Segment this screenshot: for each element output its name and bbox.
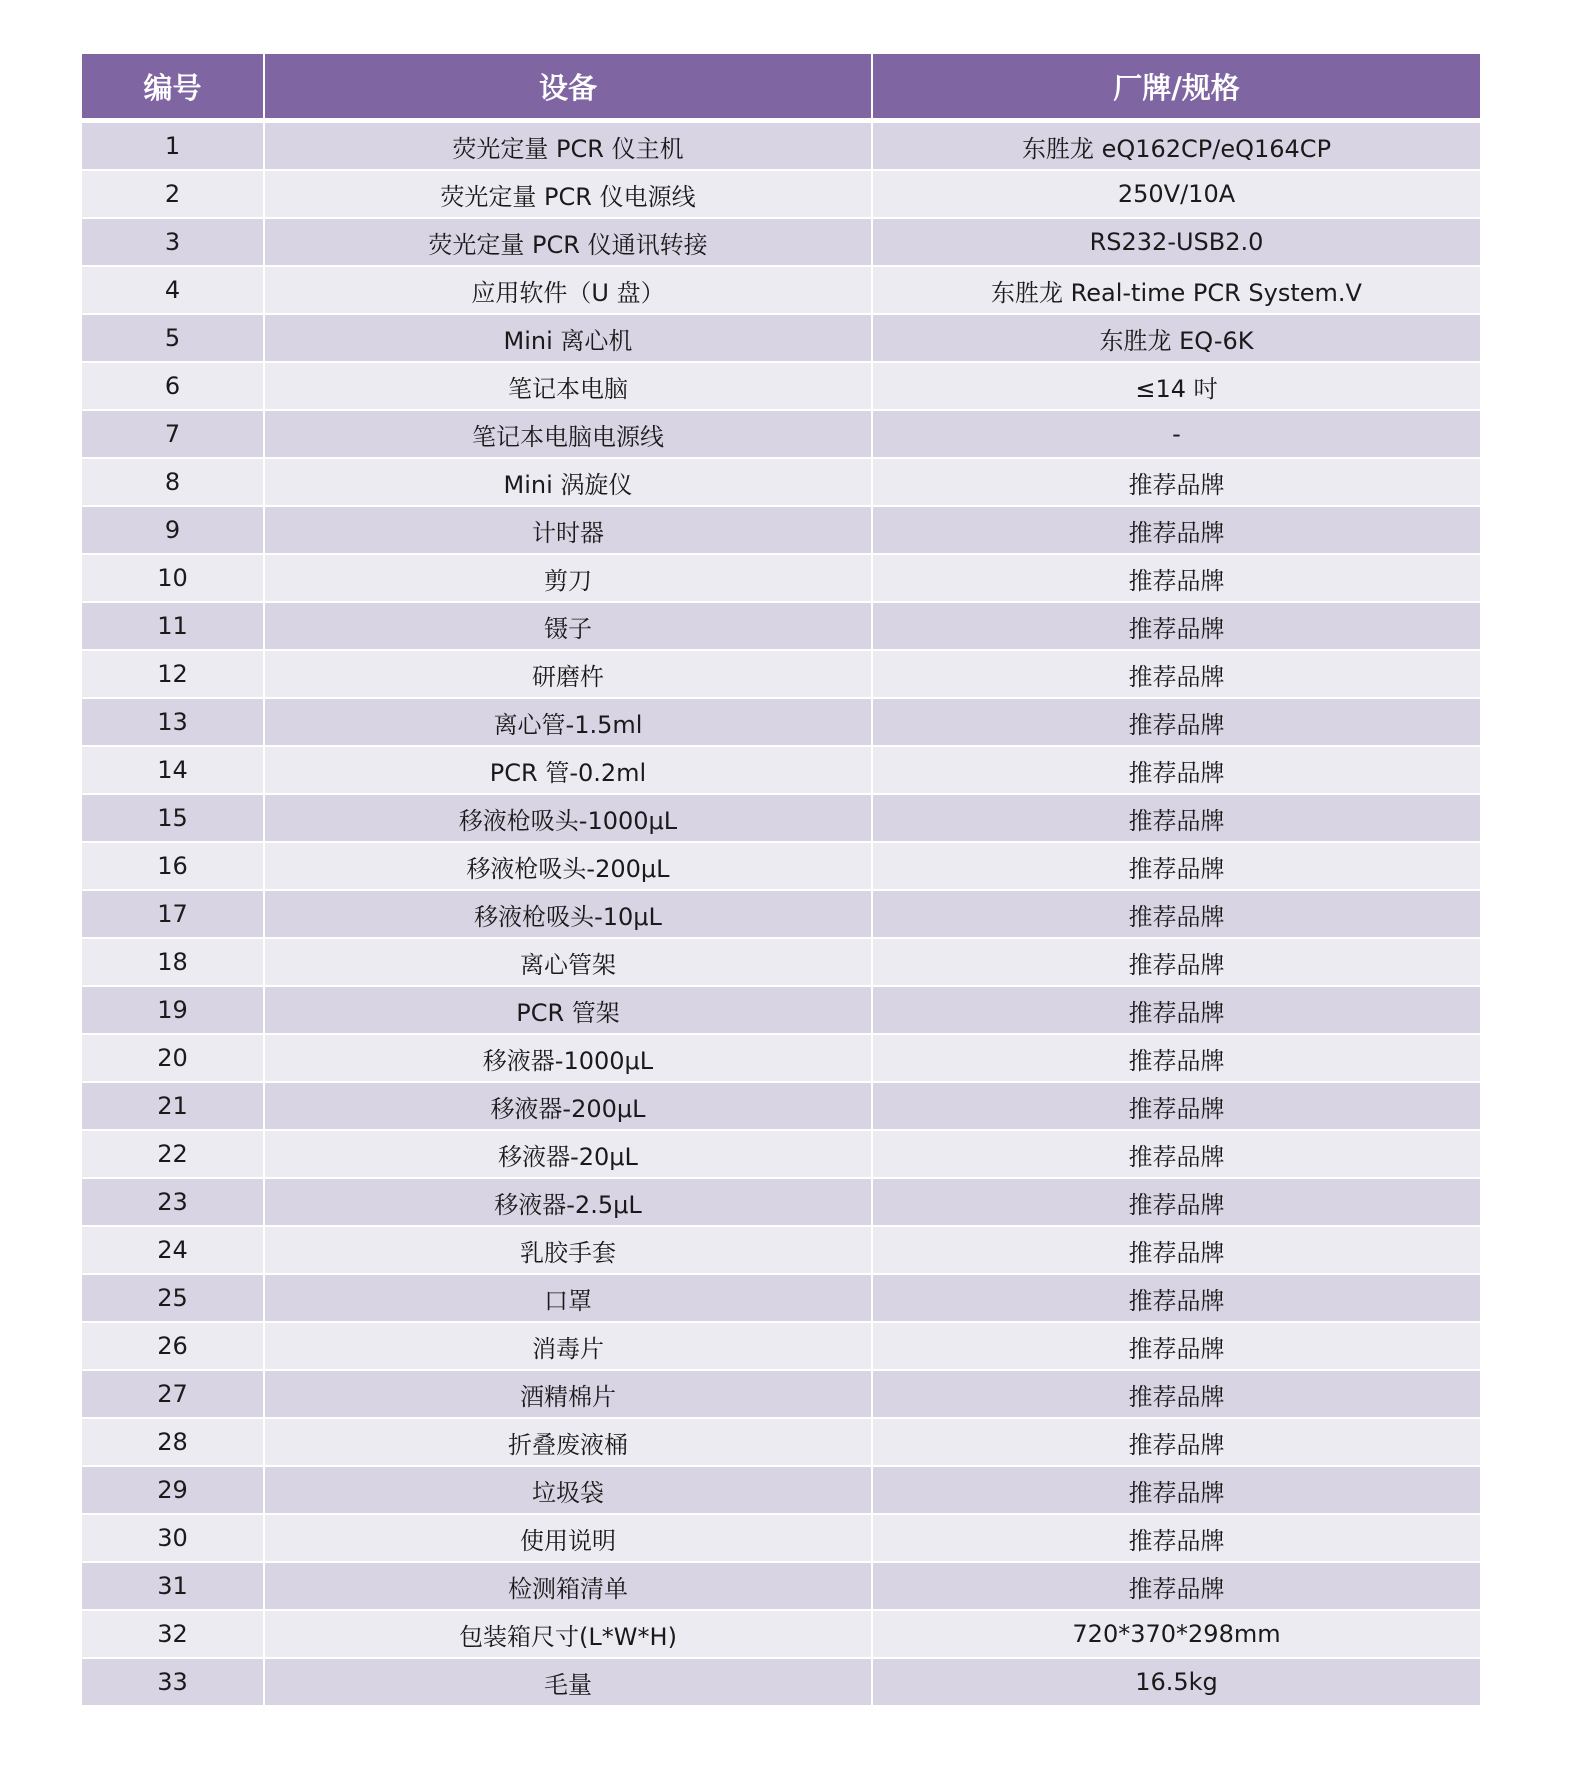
cell-device: 离心管架 — [265, 939, 873, 987]
cell-number: 18 — [82, 939, 265, 987]
cell-device: 计时器 — [265, 507, 873, 555]
table-header — [82, 54, 1480, 123]
cell-brand-spec: 推荐品牌 — [873, 507, 1480, 555]
table-row — [82, 555, 1480, 603]
cell-brand-spec: 推荐品牌 — [873, 699, 1480, 747]
header-number: 编号 — [82, 54, 265, 123]
table-body — [82, 123, 1480, 1707]
cell-number: 8 — [82, 459, 265, 507]
cell-device: 包装箱尺寸(L*W*H) — [265, 1611, 873, 1659]
table-row — [82, 1131, 1480, 1179]
table-row — [82, 603, 1480, 651]
cell-number: 7 — [82, 411, 265, 459]
table-row — [82, 1611, 1480, 1659]
cell-brand-spec: 推荐品牌 — [873, 459, 1480, 507]
cell-device: 移液器-200μL — [265, 1083, 873, 1131]
cell-number: 31 — [82, 1563, 265, 1611]
cell-number: 30 — [82, 1515, 265, 1563]
table-row — [82, 1419, 1480, 1467]
table-row — [82, 459, 1480, 507]
cell-number: 17 — [82, 891, 265, 939]
cell-number: 13 — [82, 699, 265, 747]
cell-number: 2 — [82, 171, 265, 219]
cell-number: 29 — [82, 1467, 265, 1515]
cell-number: 24 — [82, 1227, 265, 1275]
cell-brand-spec: 推荐品牌 — [873, 1467, 1480, 1515]
cell-number: 12 — [82, 651, 265, 699]
cell-device: 垃圾袋 — [265, 1467, 873, 1515]
table-row — [82, 1563, 1480, 1611]
table-row — [82, 747, 1480, 795]
cell-number: 3 — [82, 219, 265, 267]
table-row — [82, 1371, 1480, 1419]
table-row — [82, 987, 1480, 1035]
table-row — [82, 1515, 1480, 1563]
equipment-sheet — [82, 54, 1480, 1707]
cell-device: 笔记本电脑 — [265, 363, 873, 411]
table-row — [82, 1323, 1480, 1371]
cell-device: 应用软件（U 盘） — [265, 267, 873, 315]
cell-brand-spec: 推荐品牌 — [873, 651, 1480, 699]
cell-device: 荧光定量 PCR 仪电源线 — [265, 171, 873, 219]
table-row — [82, 267, 1480, 315]
cell-brand-spec: 东胜龙 eQ162CP/eQ164CP — [873, 123, 1480, 171]
cell-brand-spec: RS232-USB2.0 — [873, 219, 1480, 267]
table-row — [82, 171, 1480, 219]
cell-device: 酒精棉片 — [265, 1371, 873, 1419]
header-device: 设备 — [265, 54, 873, 123]
cell-brand-spec: 推荐品牌 — [873, 939, 1480, 987]
table-row — [82, 363, 1480, 411]
cell-brand-spec: 720*370*298mm — [873, 1611, 1480, 1659]
cell-device: 荧光定量 PCR 仪通讯转接 — [265, 219, 873, 267]
cell-device: 毛量 — [265, 1659, 873, 1707]
cell-device: 使用说明 — [265, 1515, 873, 1563]
table-row — [82, 795, 1480, 843]
cell-brand-spec: 推荐品牌 — [873, 1419, 1480, 1467]
cell-brand-spec: 推荐品牌 — [873, 1323, 1480, 1371]
cell-brand-spec: 推荐品牌 — [873, 1035, 1480, 1083]
cell-brand-spec: 推荐品牌 — [873, 795, 1480, 843]
cell-number: 27 — [82, 1371, 265, 1419]
cell-device: PCR 管-0.2ml — [265, 747, 873, 795]
cell-number: 26 — [82, 1323, 265, 1371]
cell-brand-spec: - — [873, 411, 1480, 459]
cell-number: 28 — [82, 1419, 265, 1467]
table-row — [82, 1179, 1480, 1227]
cell-device: Mini 离心机 — [265, 315, 873, 363]
cell-number: 10 — [82, 555, 265, 603]
cell-device: PCR 管架 — [265, 987, 873, 1035]
table-row — [82, 1467, 1480, 1515]
header-brand-spec: 厂牌/规格 — [873, 54, 1480, 123]
cell-brand-spec: 推荐品牌 — [873, 843, 1480, 891]
cell-number: 5 — [82, 315, 265, 363]
cell-brand-spec: 推荐品牌 — [873, 1371, 1480, 1419]
cell-brand-spec: 推荐品牌 — [873, 1227, 1480, 1275]
cell-number: 21 — [82, 1083, 265, 1131]
table-row — [82, 507, 1480, 555]
cell-brand-spec: 250V/10A — [873, 171, 1480, 219]
cell-number: 22 — [82, 1131, 265, 1179]
cell-brand-spec: 推荐品牌 — [873, 1179, 1480, 1227]
cell-device: 乳胶手套 — [265, 1227, 873, 1275]
cell-device: 折叠废液桶 — [265, 1419, 873, 1467]
cell-number: 16 — [82, 843, 265, 891]
cell-number: 4 — [82, 267, 265, 315]
cell-device: 移液枪吸头-1000μL — [265, 795, 873, 843]
cell-device: 移液枪吸头-200μL — [265, 843, 873, 891]
cell-device: 镊子 — [265, 603, 873, 651]
table-row — [82, 123, 1480, 171]
table-row — [82, 939, 1480, 987]
cell-brand-spec: 16.5kg — [873, 1659, 1480, 1707]
cell-device: 移液器-1000μL — [265, 1035, 873, 1083]
cell-brand-spec: 推荐品牌 — [873, 1515, 1480, 1563]
cell-device: Mini 涡旋仪 — [265, 459, 873, 507]
table-row — [82, 411, 1480, 459]
cell-brand-spec: 推荐品牌 — [873, 1083, 1480, 1131]
cell-device: 移液枪吸头-10μL — [265, 891, 873, 939]
cell-number: 6 — [82, 363, 265, 411]
cell-device: 笔记本电脑电源线 — [265, 411, 873, 459]
table-row — [82, 219, 1480, 267]
cell-number: 25 — [82, 1275, 265, 1323]
cell-brand-spec: 推荐品牌 — [873, 987, 1480, 1035]
cell-number: 15 — [82, 795, 265, 843]
cell-device: 移液器-20μL — [265, 1131, 873, 1179]
table-row — [82, 891, 1480, 939]
header-row — [82, 54, 1480, 123]
cell-brand-spec: 东胜龙 EQ-6K — [873, 315, 1480, 363]
table-row — [82, 699, 1480, 747]
cell-brand-spec: 推荐品牌 — [873, 1275, 1480, 1323]
cell-number: 1 — [82, 123, 265, 171]
table-row — [82, 1083, 1480, 1131]
cell-number: 20 — [82, 1035, 265, 1083]
table-row — [82, 1227, 1480, 1275]
cell-device: 消毒片 — [265, 1323, 873, 1371]
table-row — [82, 315, 1480, 363]
cell-device: 移液器-2.5μL — [265, 1179, 873, 1227]
cell-brand-spec: 推荐品牌 — [873, 1131, 1480, 1179]
cell-brand-spec: 推荐品牌 — [873, 747, 1480, 795]
cell-brand-spec: 推荐品牌 — [873, 555, 1480, 603]
cell-number: 9 — [82, 507, 265, 555]
equipment-table — [82, 54, 1480, 1707]
cell-brand-spec: 推荐品牌 — [873, 1563, 1480, 1611]
cell-number: 19 — [82, 987, 265, 1035]
table-row — [82, 651, 1480, 699]
cell-number: 14 — [82, 747, 265, 795]
cell-device: 检测箱清单 — [265, 1563, 873, 1611]
cell-brand-spec: 东胜龙 Real-time PCR System.V — [873, 267, 1480, 315]
cell-number: 23 — [82, 1179, 265, 1227]
table-row — [82, 1659, 1480, 1707]
table-row — [82, 843, 1480, 891]
cell-brand-spec: 推荐品牌 — [873, 603, 1480, 651]
cell-device: 离心管-1.5ml — [265, 699, 873, 747]
cell-device: 剪刀 — [265, 555, 873, 603]
cell-number: 11 — [82, 603, 265, 651]
cell-device: 研磨杵 — [265, 651, 873, 699]
cell-brand-spec: ≤14 吋 — [873, 363, 1480, 411]
cell-brand-spec: 推荐品牌 — [873, 891, 1480, 939]
table-row — [82, 1035, 1480, 1083]
cell-device: 口罩 — [265, 1275, 873, 1323]
cell-device: 荧光定量 PCR 仪主机 — [265, 123, 873, 171]
table-row — [82, 1275, 1480, 1323]
cell-number: 33 — [82, 1659, 265, 1707]
cell-number: 32 — [82, 1611, 265, 1659]
